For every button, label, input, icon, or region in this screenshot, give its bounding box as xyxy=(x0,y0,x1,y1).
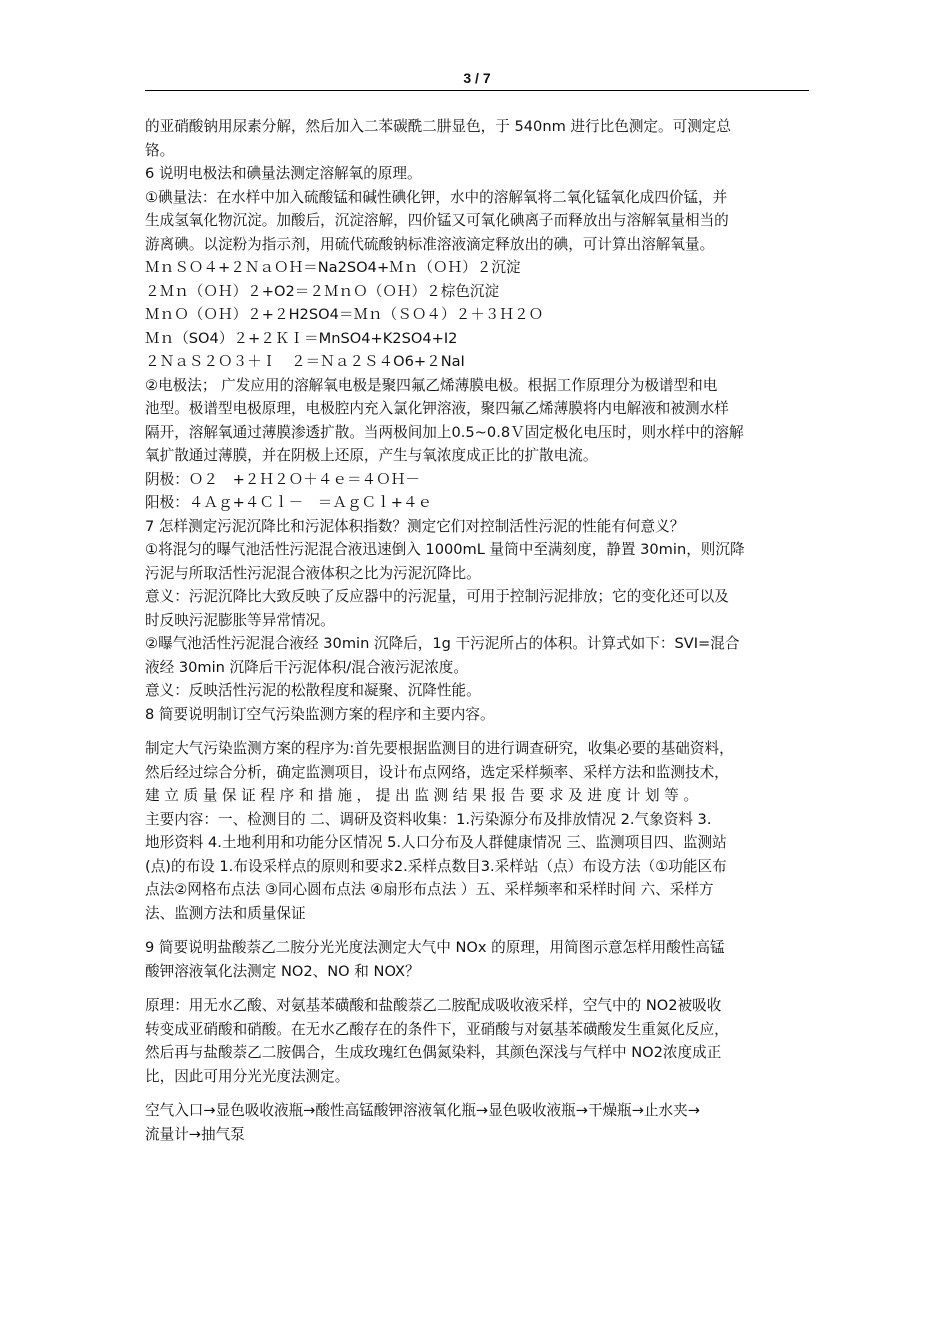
text-line: 阳极：４Ａｇ+４Ｃｌ－ ＝ＡｇＣｌ+４ｅ xyxy=(145,494,433,511)
text-line: 8 简要说明制订空气污染监测方案的程序和主要内容。 xyxy=(145,705,495,723)
text-line: 隔开，溶解氧通过薄膜渗透扩散。当两极间加上0.5~0.8Ｖ固定极化电压时，则水样中的溶解 xyxy=(145,423,744,441)
text-line: 意义：反映活性污泥的松散程度和凝聚、沉降性能。 xyxy=(145,682,481,699)
text-line: 意义：污泥沉降比大致反映了反应器中的污泥量，可用于控制污泥排放；它的变化还可以及 xyxy=(145,588,729,605)
text-line: 比，因此可用分光光度法测定。 xyxy=(145,1067,350,1085)
paragraph-gap xyxy=(145,1088,809,1099)
page-number: 3 / 7 xyxy=(463,70,491,86)
text-line: 的亚硝酸钠用尿素分解，然后加入二苯碳酰二肼显色，于 540nm 进行比色测定。可测定总 xyxy=(145,118,731,135)
text-line: 7 怎样测定污泥沉降比和污泥体积指数？测定它们对控制活性污泥的性能有何意义？ xyxy=(145,517,685,535)
text-line: 污泥与所取活性污泥混合液体积之比为污泥沉降比。 xyxy=(145,564,481,582)
text-line: ②电极法； 广发应用的溶解氧电极是聚四氟乙烯薄膜电极。根据工作原理分为极谱型和电 xyxy=(145,376,718,394)
text-line: 时反映污泥膨胀等异常情况。 xyxy=(145,611,335,629)
text-line: 9 简要说明盐酸萘乙二胺分光光度法测定大气中 NOx 的原理，用简图示意怎样用酸性高锰 xyxy=(145,939,725,956)
text-line: ②曝气池活性污泥混合液经 30min 沉降后，1g 干污泥所占的体积。计算式如下：SVI=混合 xyxy=(145,635,740,652)
header-rule xyxy=(145,90,809,91)
text-line: ２Ｍｎ（ＯＨ）２+O2＝２ＭｎＯ（ＯＨ）２棕色沉淀 xyxy=(145,282,500,300)
paragraph-gap xyxy=(145,925,809,936)
text-line: 流量计→抽气泵 xyxy=(145,1125,245,1143)
text-line: Ｍｎ（SO4）２+２ＫＩ＝MnSO4+K2SO4+I2 xyxy=(145,329,458,347)
text-line: 铬。 xyxy=(145,141,175,159)
text-line: 主要内容：一、检测目的 二、调研及资料收集：1.污染源分布及排放情况 2.气象资料 3. xyxy=(145,810,712,828)
text-line: ＭｎＳＯ４+２ＮａＯＨ＝Na2SO4+Ｍｎ（ＯＨ）２沉淀 xyxy=(145,259,521,276)
text-line: ２ＮａＳ２Ｏ３＋Ｉ ２＝Ｎａ２Ｓ４O6+２NaI xyxy=(145,353,465,370)
text-line: 法、监测方法和质量保证 xyxy=(145,904,306,922)
text-line: (点)的布设 1.布设采样点的原则和要求2.采样点数目3.采样站（点）布设方法（①功能区布 xyxy=(145,857,727,875)
paragraph-gap xyxy=(145,726,809,737)
text-line: ①碘量法：在水样中加入硫酸锰和碱性碘化钾，水中的溶解氧将二氧化锰氧化成四价锰，并 xyxy=(145,188,728,206)
text-line: 生成氢氧化物沉淀。加酸后，沉淀溶解，四价锰又可氧化碘离子而释放出与溶解氧量相当的 xyxy=(145,212,729,229)
text-line: 酸钾溶液氧化法测定 NO2、NO 和 NOX？ xyxy=(145,962,420,980)
text-line: 点法②网格布点法 ③同心圆布点法 ④扇形布点法 ）五、采样频率和采样时间 六、采样方 xyxy=(145,881,714,898)
document-body xyxy=(145,115,809,1146)
text-line: 6 说明电极法和碘量法测定溶解氧的原理。 xyxy=(145,165,422,182)
text-line: 原理：用无水乙酸、对氨基苯磺酸和盐酸萘乙二胺配成吸收液采样，空气中的 NO2被吸收 xyxy=(145,997,722,1014)
text-line: ①将混匀的曝气池活性污泥混合液迅速倒入 1000mL 量筒中至满刻度，静置 30min，则沉降 xyxy=(145,541,745,558)
text-line: 建 立 质 量 保 证 程 序 和 措 施 ， 提 出 监 测 结 果 报 告 要 求 及 进 度 计 划 等 。 xyxy=(145,787,699,804)
text-line: 地形资料 4.土地利用和功能分区情况 5.人口分布及人群健康情况 三、监测项目四、监测站 xyxy=(145,834,727,851)
text-line: 空气入口→显色吸收液瓶→酸性高锰酸钾溶液氧化瓶→显色吸收液瓶→干燥瓶→止水夹→ xyxy=(145,1102,700,1119)
text-line: 然后再与盐酸萘乙二胺偶合，生成玫瑰红色偶氮染料，其颜色深浅与气样中 NO2浓度成正 xyxy=(145,1044,722,1061)
text-line: 制定大气污染监测方案的程序为:首先要根据监测目的进行调查研究，收集必要的基础资料， xyxy=(145,740,734,757)
text-line: 游离碘。以淀粉为指示剂，用硫代硫酸钠标准溶液滴定释放出的碘，可计算出溶解氧量。 xyxy=(145,235,715,253)
paragraph-gap xyxy=(145,983,809,994)
text-line: 池型。极谱型电极原理，电极腔内充入氯化钾溶液，聚四氟乙烯薄膜将内电解液和被测水样 xyxy=(145,400,729,417)
text-line: 然后经过综合分析，确定监测项目，设计布点网络，选定采样频率、采样方法和监测技术， xyxy=(145,763,729,781)
text-line: 阴极：Ｏ２ +２Ｈ２Ｏ＋４ｅ＝４ＯＨ－ xyxy=(145,470,420,488)
text-line: 转变成亚硝酸和硝酸。在无水乙酸存在的条件下，亚硝酸与对氨基苯磺酸发生重氮化反应， xyxy=(145,1020,729,1038)
text-line: 液经 30min 沉降后干污泥体积/混合液污泥浓度。 xyxy=(145,658,468,676)
text-line: 氧扩散通过薄膜，并在阴极上还原，产生与氧浓度成正比的扩散电流。 xyxy=(145,447,598,464)
text-line: ＭｎＯ（ＯＨ）２+２H2SO4＝Ｍｎ（ＳＯ４）２＋３Ｈ２Ｏ xyxy=(145,306,544,323)
